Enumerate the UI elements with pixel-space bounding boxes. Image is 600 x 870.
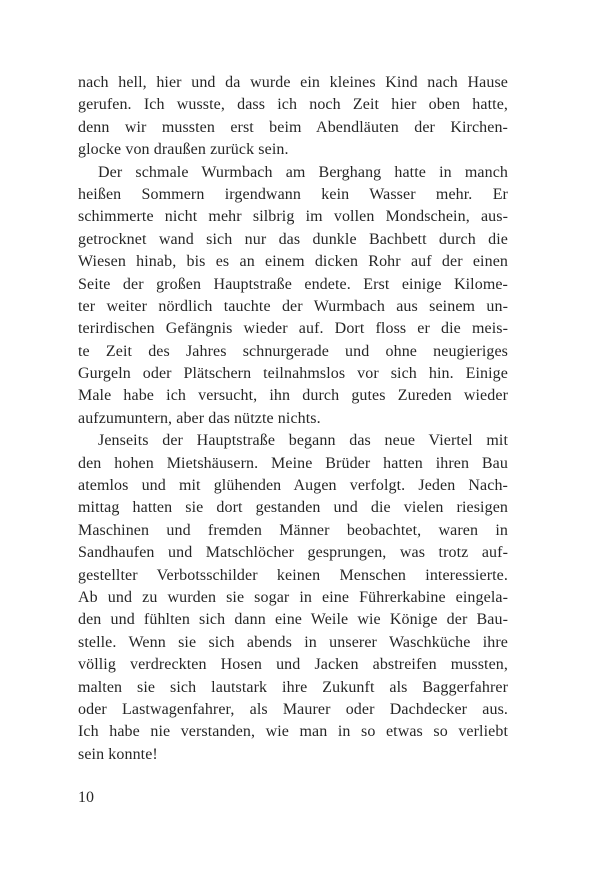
text-line: getrocknet wand sich nur das dunkle Bachbett durch die	[78, 230, 508, 248]
text-line: denn wir mussten erst beim Abendläuten der Kirchen-	[78, 118, 508, 136]
text-line: den hohen Mietshäusern. Meine Brüder hatten ihren Bau	[78, 454, 508, 472]
text-line: glocke von draußen zurück sein.	[78, 141, 289, 159]
text-line: terirdischen Gefängnis wieder auf. Dort floss er die meis-	[78, 320, 508, 338]
text-line: völlig verdreckten Hosen und Jacken abstreifen mussten,	[78, 656, 508, 674]
text-line: mittag hatten sie dort gestanden und die vielen riesigen	[78, 499, 508, 517]
text-line: gestellter Verbotsschilder keinen Menschen interessierte.	[78, 566, 508, 584]
text-line: nach hell, hier und da wurde ein kleines Kind nach Hause	[78, 74, 508, 91]
text-line: Maschinen und fremden Männer beobachtet, waren in	[78, 521, 508, 539]
text-line: heißen Sommern irgendwann kein Wasser mehr. Er	[78, 185, 508, 203]
text-line: Ich habe nie verstanden, wie man in so etwas so verliebt	[78, 723, 508, 741]
text-line: sein konnte!	[78, 745, 158, 763]
text-line: Sandhaufen und Matschlöcher gesprungen, was trotz auf-	[78, 544, 508, 562]
text-line: Wiesen hinab, bis es an einem dicken Rohr auf der einen	[78, 253, 508, 271]
text-line: Jenseits der Hauptstraße begann das neue Viertel mit	[98, 432, 508, 450]
text-line: stelle. Wenn sie sich abends in unserer Waschküche ihre	[78, 633, 508, 651]
text-line: den und fühlten sich dann eine Weile wie Könige der Bau-	[78, 611, 508, 629]
text-line: te Zeit des Jahres schnurgerade und ohne neugieriges	[78, 342, 508, 360]
text-line: malten sie sich lautstark ihre Zukunft als Baggerfahrer	[78, 678, 508, 696]
text-line: Ab und zu wurden sie sogar in eine Führerkabine eingela-	[78, 588, 508, 606]
page-text	[78, 72, 508, 766]
text-line: Seite der großen Hauptstraße endete. Erst einige Kilome-	[78, 275, 508, 293]
text-line: atemlos und mit glühenden Augen verfolgt. Jeden Nach-	[78, 477, 508, 495]
text-line: Gurgeln oder Plätschern teilnahmslos vor sich hin. Einige	[78, 365, 508, 383]
text-line: Male habe ich versucht, ihn durch gutes Zureden wieder	[78, 387, 508, 405]
text-line: oder Lastwagenfahrer, als Maurer oder Dachdecker aus.	[78, 700, 508, 718]
text-line: schimmerte nicht mehr silbrig im vollen Mondschein, aus-	[78, 208, 508, 226]
page-number: 10	[78, 789, 94, 806]
text-line: Der schmale Wurmbach am Berghang hatte in manch	[98, 163, 508, 181]
text-line: aufzumuntern, aber das nützte nichts.	[78, 409, 321, 427]
text-line: ter weiter nördlich tauchte der Wurmbach aus seinem un-	[78, 297, 508, 315]
text-line: gerufen. Ich wusste, dass ich noch Zeit hier oben hatte,	[78, 96, 508, 114]
